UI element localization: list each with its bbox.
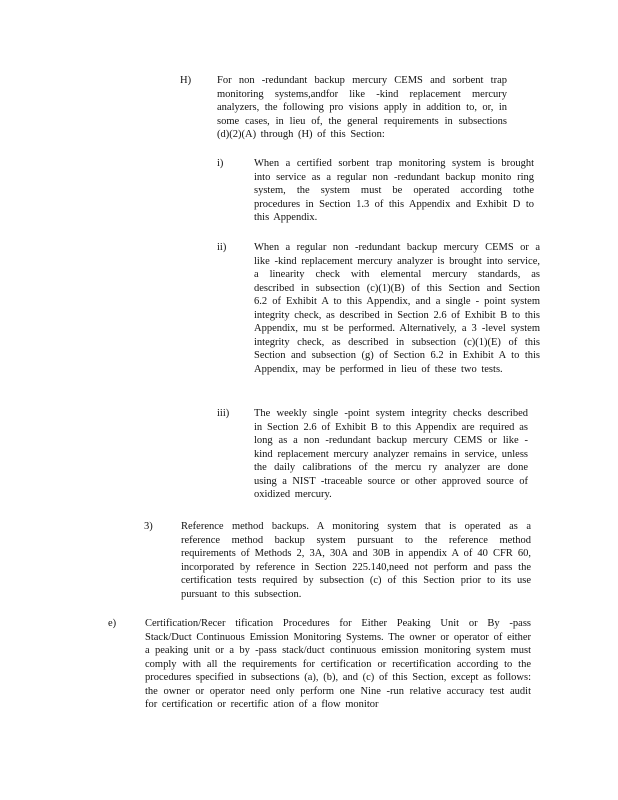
item-h-label: H) — [180, 75, 192, 86]
item-h-iii-paragraph: The weekly single -point system integrity checks described in Section 2.6 of Exhibit B to this Appendix are required as long as a non -redundant backup mercury CEMS or like - kind replacement mercury analyzer remains in service, unless the daily calibrations of the mercu ry analyzer are done using a NIST -traceable source or other approved source of oxidized mercury. — [254, 408, 528, 500]
item-h-ii-paragraph: When a regular non -redundant backup mercury CEMS or a like -kind replacement mercury analyzer is brought into service, a linearity check with elemental mercury standards, as described in subsection (c)(1)(B) of this Section and Section 6.2 of Exhibit A to this Appendix, and a single - point system integrity check, as described in Section 2.6 of Exhibit B to this Appendix, mu st be performed. Alternatively, a 3 -level system integrity check, as described in subsection (c)(1)(E) of this Section and subsection (g) of Section 6.2 in Exhibit A to this Appendix, may be performed in lieu of these two tests. — [254, 242, 540, 375]
item-h-iii-label: iii) — [217, 408, 230, 419]
item-h-text — [217, 74, 507, 142]
item-h-i-text — [254, 157, 534, 225]
item-3-text — [181, 520, 531, 601]
item-e-paragraph: Certification/Recer tification Procedures for Either Peaking Unit or By -pass Stack/Duct Continuous Emission Monitoring Systems. The owner or operator of either a peaking unit or a by -pass stack/duct continuous emission monitoring system must comply with all the requirements for certification or recertification according to the procedures specified in subsections (a), (b), and (c) of this Section, except as follows: the owner or operator need only perform one Nine -run relative accuracy test audit for certification or recertific ation of a flow monitor — [145, 618, 531, 710]
item-h-ii-label: ii) — [217, 242, 227, 253]
item-h-i-label: i) — [217, 158, 224, 169]
item-3-paragraph: Reference method backups. A monitoring system that is operated as a reference method backup system pursuant to the reference method requirements of Methods 2, 3A, 30A and 30B in appendix A of 40 CFR 60, incorporated by reference in Section 225.140,need not perform and pass the certification tests required by subsection (c) of this Section prior to its use pursuant to this subsection. — [181, 521, 531, 600]
item-h-ii-text — [254, 241, 540, 376]
item-h-iii-text — [254, 407, 528, 502]
item-h-i-paragraph: When a certified sorbent trap monitoring system is brought into service as a regular non -redundant backup monito ring system, the system must be operated according tothe procedures in Section 1.3 of this Appendix and Exhibit D to this Appendix. — [254, 158, 534, 223]
item-3-label: 3) — [144, 521, 153, 532]
item-e-text — [145, 617, 531, 712]
item-e-label: e) — [108, 618, 117, 629]
item-h-paragraph: For non -redundant backup mercury CEMS and sorbent trap monitoring systems,andfor like -kind replacement mercury analyzers, the following pro visions apply in addition to, or, in some cases, in lieu of, the general requirements in subsections (d)(2)(A) through (H) of this Section: — [217, 75, 507, 140]
